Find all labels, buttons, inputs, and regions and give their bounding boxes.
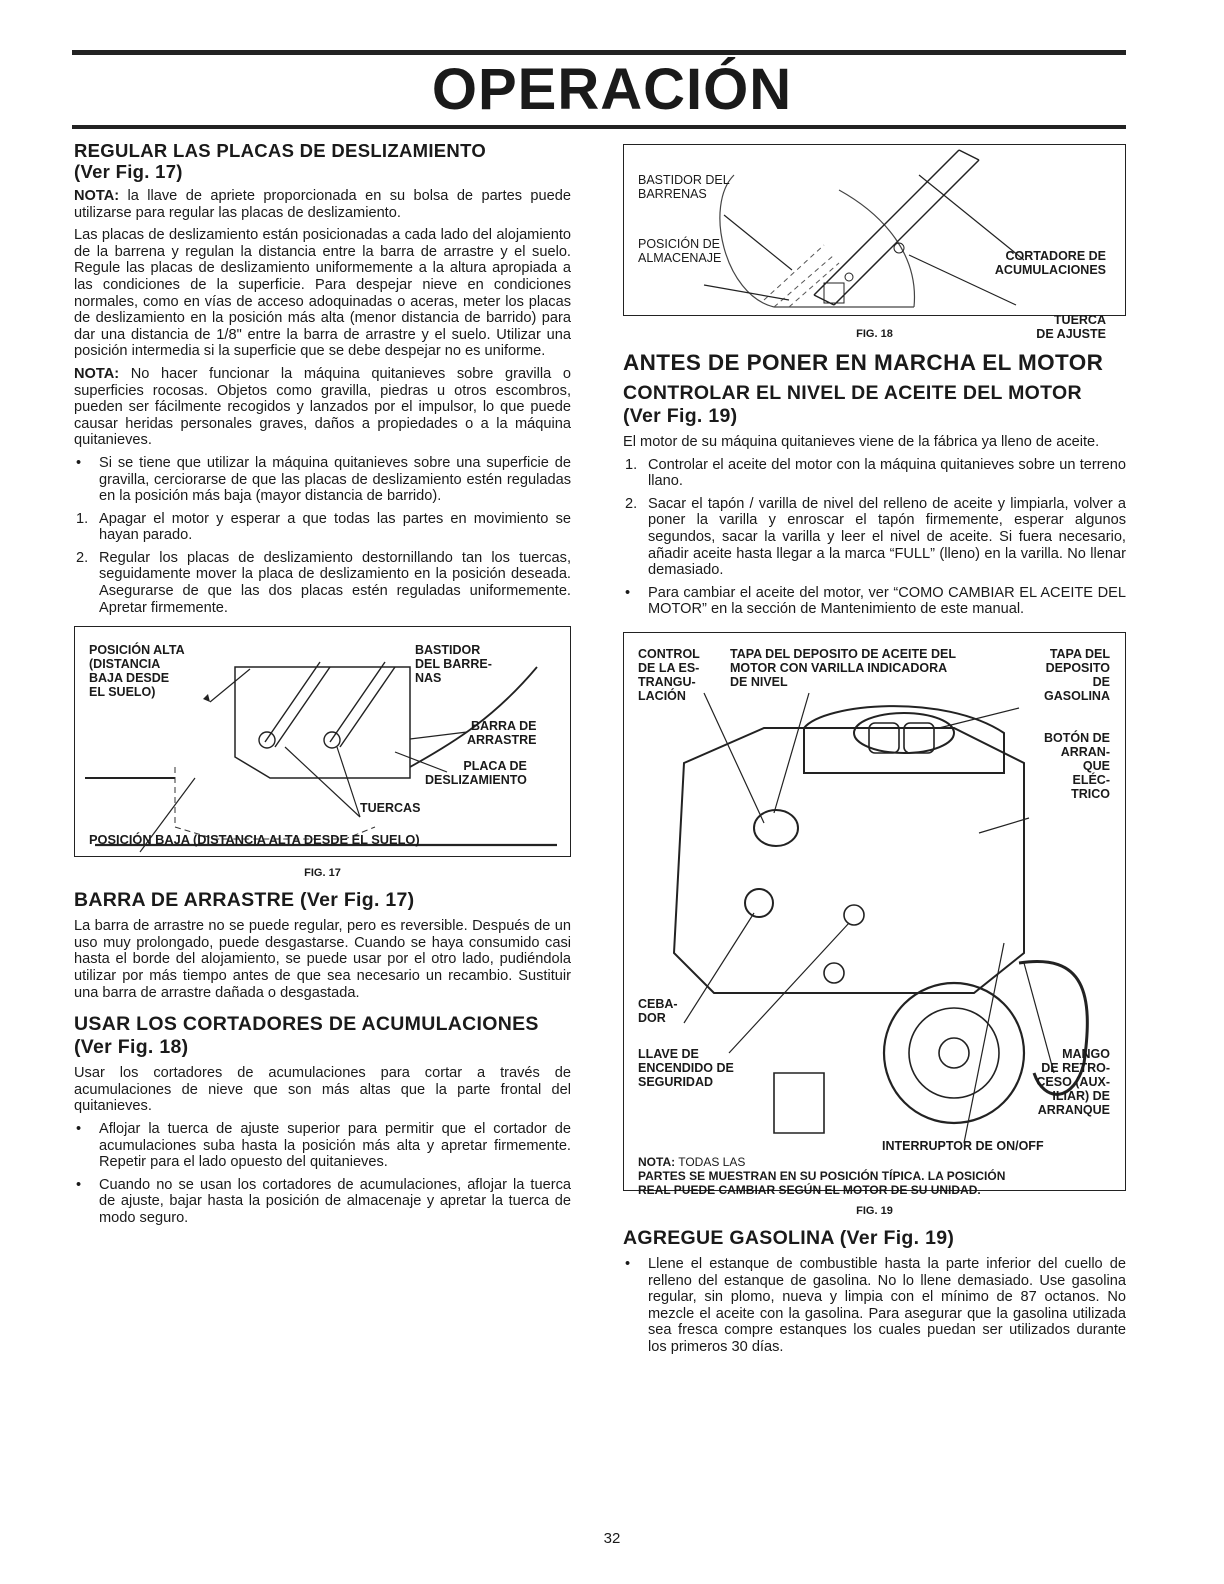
bullet-list [623, 1256, 1126, 1356]
list-item-text: Llene el estanque de combustible hasta la parte inferior del cuello de relleno del estanque de gasolina. No lo llene demasiado. Use gasolina regular, sin plomo, nueva y limpia con el mínimo de 87 octanos. No mezcle el aceite con la gasolina. Para asegurar que la gasolina utilizada sea fresca compre estanques los cuales puedan ser utilizados durante los primeros 30 días. [648, 1255, 1126, 1355]
bullet-list [623, 585, 1126, 618]
step-list [74, 511, 571, 617]
label-bastidor-barrenas: BASTIDOR DEL BARRENAS [638, 173, 730, 201]
list-item: • Aflojar la tuerca de ajuste superior para permitir que el cortador de acumulaciones suba hasta la posición más alta y apretar firmemente. Repetir para el lado opuesto del quitanieves. [76, 1121, 571, 1171]
section-heading-antes: ANTES DE PONER EN MARCHA EL MOTOR [623, 350, 1104, 375]
label-placa-deslizamiento: PLACA DE DESLIZAMIENTO [425, 759, 527, 788]
heading-ref: (Ver Fig. 17) [74, 161, 183, 182]
note-gravilla [74, 366, 571, 449]
label-tuerca-ajuste: TUERCA DE AJUSTE [1036, 313, 1106, 341]
list-item-text: Apagar el motor y esperar a que todas las partes en movimiento se hayan parado. [99, 510, 571, 544]
note-text: No hacer funcionar la máquina quitanieves sobre gravilla o superficies rocosas. Objetos como gravilla, piedras u otros escombros, pueden ser fácilmente recogidos y lanzados por el impulsor, lo que puede causar heridas personales graves, daños a propiedades o a la máquina quitanieves. [74, 365, 571, 449]
label-tapa-gasolina: TAPA DEL DEPOSITO DE GASOLINA [1044, 646, 1110, 703]
heading-line: CONTROLAR EL NIVEL DE ACEITE DEL MOTOR [623, 382, 1082, 404]
list-item: 2. Regular los placas de deslizamiento destornillando tan los tuercas, seguidamente mover la placa de deslizamiento en la posición deseada. Asegurarse de que las dos placas estén reguladas uniformemente. Apretar firmemente. [76, 549, 571, 616]
label-tapa-aceite: TAPA DEL DEPOSITO DE ACEITE DEL MOTOR CON VARILLA INDICADORA DE NIVEL [730, 646, 956, 689]
figure-19 [623, 632, 1126, 1197]
figure-17 [74, 626, 571, 857]
paragraph-placas: Las placas de deslizamiento están posicionadas a cada lado del alojamiento de la barrena y regulan la distancia entre la barra de arrastre y el suelo. Regule las placas de deslizamiento uniformemente a la altura apropiada a las condiciones de la superficie. Para despejar nieve en condiciones normales, como en vías de acceso adoquinadas o aceras, meter los placas de deslizamiento en la posición más alta (menor distancia de barrido) para dar una distancia de 1/8" entre la barra de arrastre y el suelo. Utilizar una posición intermedia si la superficie que se debe despejar no es uniforme. [74, 227, 571, 360]
paragraph-barra: La barra de arrastre no se puede regular, pero es reversible. Después de un uso muy prolongado, puede desgastarse. Cuando se haya consumido casi hasta el borde del alojamiento, se puede usar por el otro lado, pudiéndola utilizar por más tiempo antes de que sea necesario un recambio. Sustituir una barra de arrastre dañada o desgastada. [74, 918, 571, 1001]
drift-cutter-drawing [624, 145, 1124, 313]
paragraph-cortadores: Usar los cortadores de acumulaciones para cortar a través de acumulaciones de nieve que son más altas que la parte frontal del quitanieves. [74, 1065, 571, 1115]
header-bottom-rule [72, 125, 1126, 129]
left-column [74, 140, 571, 1233]
subsection-heading-aceite [623, 382, 1126, 428]
heading-ref: (Ver Fig. 18) [74, 1036, 189, 1059]
list-item-text: Sacar el tapón / varilla de nivel del relleno de aceite y limpiarla, volver a poner la varilla y enroscar el tapón firmemente, esperar algunos segundos, sacar la varilla y leer el nivel de aceite. Si fuera necesario, añadir aceite hasta llegar a la marca “FULL” (lleno) en la varilla. No llenar demasiado. [648, 495, 1126, 579]
list-item: • Si se tiene que utilizar la máquina quitanieves sobre una superficie de gravilla, cerciorarse de que las placas de deslizamiento estén reguladas en la posición más baja (mayor distancia de barrido). [76, 454, 571, 505]
note-text: la llave de apriete proporcionada en su bolsa de partes puede utilizarse para regular las placas de deslizamiento. [74, 188, 571, 221]
section-heading-barra: BARRA DE ARRASTRE (Ver Fig. 17) [74, 889, 415, 912]
header-top-rule [72, 50, 1126, 55]
figure-19-note [638, 1155, 1005, 1197]
list-item-text: Para cambiar el aceite del motor, ver “COMO CAMBIAR EL ACEITE DEL MOTOR” en la sección de Mantenimiento de este manual. [648, 584, 1126, 618]
note-text: TODAS LAS [675, 1154, 746, 1169]
section-heading-gasolina: AGREGUE GASOLINA (Ver Fig. 19) [623, 1226, 955, 1249]
label-mango-retroceso: MANGO DE RETRO- CESO (AUX- ILIAR) DE ARRANQUE [1036, 1046, 1110, 1117]
list-item-text: Aflojar la tuerca de ajuste superior para permitir que el cortador de acumulaciones suba hasta la posición más alta y apretar firmemente. Repetir para el lado opuesto del quitanieves. [99, 1121, 571, 1171]
note-text: PARTES SE MUESTRAN EN SU POSICIÓN TÍPICA. LA POSICIÓN [638, 1168, 1006, 1183]
heading-line: USAR LOS CORTADORES DE ACUMULACIONES [74, 1013, 539, 1036]
label-posicion-alta: POSICIÓN ALTA (DISTANCIA BAJA DESDE EL SUELO) [89, 643, 185, 700]
label-posicion-almacenaje: POSICIÓN DE ALMACENAJE [638, 237, 722, 265]
note-label: NOTA: [74, 188, 120, 204]
list-item: 1. Controlar el aceite del motor con la máquina quitanieves sobre un terreno llano. [625, 456, 1126, 490]
bullet-list [74, 455, 571, 505]
list-item: • Para cambiar el aceite del motor, ver “COMO CAMBIAR EL ACEITE DEL MOTOR” en la sección de Mantenimiento de este manual. [625, 584, 1126, 618]
note-llave [74, 188, 571, 221]
paragraph-aceite: El motor de su máquina quitanieves viene de la fábrica ya lleno de aceite. [623, 434, 1100, 450]
bullet-list [74, 1121, 571, 1227]
figure-18-caption: FIG. 18 [856, 328, 893, 340]
note-text: REAL PUEDE CAMBIAR SEGÚN EL MOTOR DE SU UNIDAD. [638, 1182, 981, 1197]
page-title: OPERACIÓN [431, 57, 793, 122]
note-label: NOTA: [74, 365, 120, 382]
list-item-text: Si se tiene que utilizar la máquina quitanieves sobre una superficie de gravilla, cerciorarse de que las placas de deslizamiento estén reguladas en la posición más baja (mayor distancia de barrido). [99, 454, 571, 505]
label-bastidor: BASTIDOR DEL BARRE- NAS [415, 643, 492, 686]
figure-19-caption: FIG. 19 [856, 1204, 893, 1217]
section-heading-cortadores [74, 1013, 571, 1059]
heading-ref: (Ver Fig. 19) [623, 405, 738, 427]
label-control-estrangulacion: CONTROL DE LA ES- TRANGU- LACIÓN [638, 646, 700, 703]
label-cebador: CEBA- DOR [638, 996, 678, 1025]
label-boton-arranque: BOTÓN DE ARRAN- QUE ELÉC- TRICO [1044, 730, 1110, 801]
section-heading-placas [74, 140, 571, 182]
list-item: • Cuando no se usan los cortadores de acumulaciones, aflojar la tuerca de ajuste, bajar hasta la posición de almacenaje y apretar la tuerca de modo seguro. [76, 1176, 571, 1226]
list-item-text: Controlar el aceite del motor con la máquina quitanieves sobre un terreno llano. [648, 456, 1126, 490]
label-cortadore: CORTADORE DE ACUMULACIONES [994, 249, 1106, 277]
list-item: 1. Apagar el motor y esperar a que todas las partes en movimiento se hayan parado. [76, 510, 571, 544]
step-list [623, 457, 1126, 579]
list-item: 2. Sacar el tapón / varilla de nivel del relleno de aceite y limpiarla, volver a poner la varilla y enroscar el tapón firmemente, esperar algunos segundos, sacar la varilla y leer el nivel de aceite. Si fuera necesario, añadir aceite hasta llegar a la marca “FULL” (lleno) en la varilla. No llenar demasiado. [625, 495, 1126, 579]
label-interruptor: INTERRUPTOR DE ON/OFF [882, 1138, 1044, 1153]
heading-line: REGULAR LAS PLACAS DE DESLIZAMIENTO [74, 140, 487, 161]
figure-17-caption: FIG. 17 [304, 867, 341, 880]
list-item-text: Regular los placas de deslizamiento destornillando tan los tuercas, seguidamente mover la placa de deslizamiento en la posición deseada. Asegurarse de que las dos placas estén reguladas uniformemente. Apretar firmemente. [99, 549, 571, 616]
note-label: NOTA: [638, 1154, 676, 1169]
label-posicion-baja: POSICIÓN BAJA (DISTANCIA ALTA DESDE EL SUELO) [89, 832, 420, 848]
list-item: • Llene el estanque de combustible hasta la parte inferior del cuello de relleno del estanque de gasolina. No lo llene demasiado. Use gasolina regular, sin plomo, nueva y limpia con el mínimo de 87 octanos. No mezcle el aceite con la gasolina. Para asegurar que la gasolina utilizada sea fresca compre estanques los cuales puedan ser utilizados durante los primeros 30 días. [625, 1255, 1126, 1355]
label-barra-arrastre: BARRA DE ARRASTRE [467, 719, 537, 748]
label-tuercas: TUERCAS [360, 801, 421, 816]
page-number: 32 [603, 1530, 621, 1547]
right-column [623, 140, 1126, 1362]
label-llave-encendido: LLAVE DE ENCENDIDO DE SEGURIDAD [638, 1046, 734, 1089]
list-item-text: Cuando no se usan los cortadores de acumulaciones, aflojar la tuerca de ajuste, bajar hasta la posición de almacenaje y apretar la tuerca de modo seguro. [99, 1176, 571, 1226]
